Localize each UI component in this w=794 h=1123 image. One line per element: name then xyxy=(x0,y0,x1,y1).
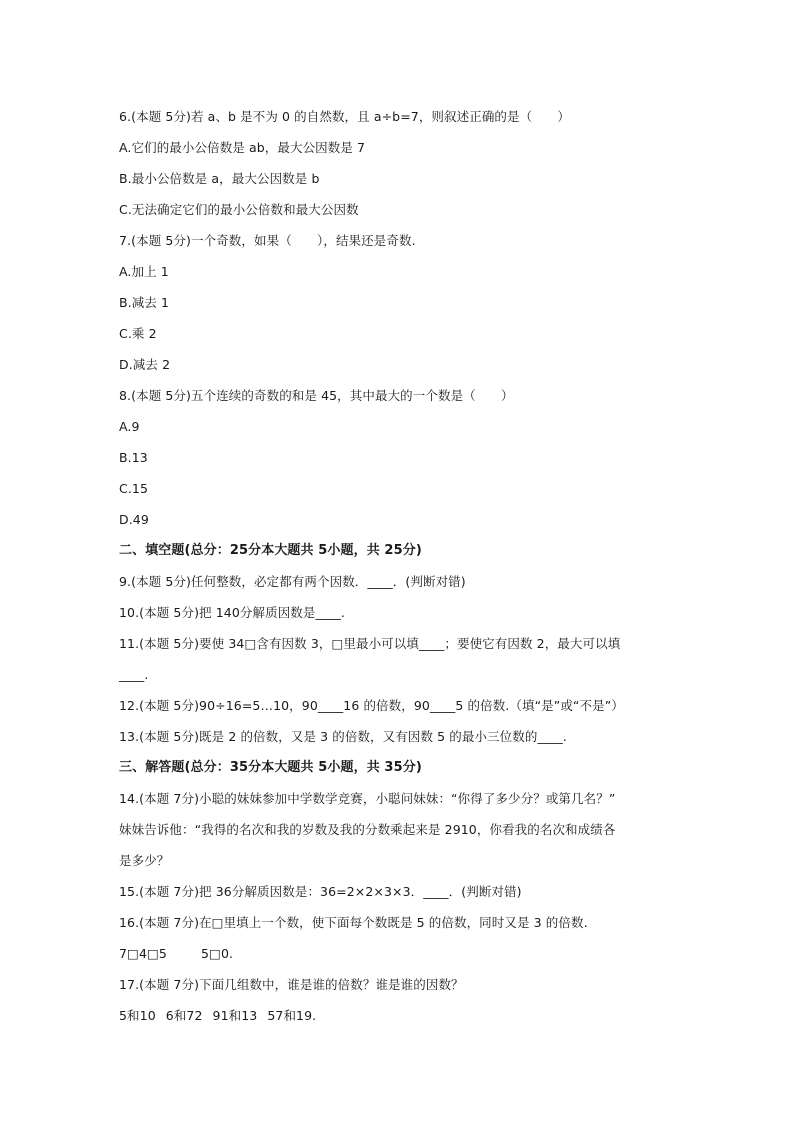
q16-item-1: 7□4□5 xyxy=(119,946,167,961)
q12: 12.(本题 5分)90÷16=5…10，90____16 的倍数，90____5 的倍数.（填“是”或“不是”） xyxy=(119,698,624,713)
q7-option-b: B.减去 1 xyxy=(119,295,170,310)
q8-stem: 8.(本题 5分)五个连续的奇数的和是 45，其中最大的一个数是（ ） xyxy=(119,388,514,403)
q17-item-2: 6和72 xyxy=(165,1008,203,1023)
q6-option-c: C.无法确定它们的最小公倍数和最大公因数 xyxy=(119,202,359,217)
q13: 13.(本题 5分)既是 2 的倍数，又是 3 的倍数，又有因数 5 的最小三位数的____. xyxy=(119,729,567,744)
q8-option-d: D.49 xyxy=(119,512,149,527)
q11-line2: ____. xyxy=(119,667,149,682)
q17-item-4: 57和19. xyxy=(267,1008,317,1023)
q9: 9.(本题 5分)任何整数，必定都有两个因数．____．(判断对错) xyxy=(119,574,466,589)
q17-item-1: 5和10 xyxy=(119,1008,156,1023)
q10: 10.(本题 5分)把 140分解质因数是____. xyxy=(119,605,345,620)
q17-stem: 17.(本题 7分)下面几组数中，谁是谁的倍数？谁是谁的因数？ xyxy=(119,977,464,992)
q7-option-c: C.乘 2 xyxy=(119,326,157,341)
q15: 15.(本题 7分)把 36分解质因数是：36=2×2×3×3．____．(判断对错) xyxy=(119,884,522,899)
exam-page xyxy=(119,101,699,1031)
q8-option-a: A.9 xyxy=(119,419,140,434)
q7-option-d: D.减去 2 xyxy=(119,357,171,372)
q16-stem: 16.(本题 7分)在□里填上一个数，使下面每个数既是 5 的倍数，同时又是 3 的倍数. xyxy=(119,915,588,930)
q8-option-b: B.13 xyxy=(119,450,148,465)
q11-line1: 11.(本题 5分)要使 34□含有因数 3，□里最小可以填____；要使它有因数 2，最大可以填 xyxy=(119,636,621,651)
q17-item-3: 91和13 xyxy=(212,1008,258,1023)
q8-option-c: C.15 xyxy=(119,481,149,496)
q7-stem: 7.(本题 5分)一个奇数，如果（ ），结果还是奇数. xyxy=(119,233,416,248)
section-answer-heading: 三、解答题(总分：35分本大题共 5小题，共 35分) xyxy=(119,760,422,775)
q7-option-a: A.加上 1 xyxy=(119,264,169,279)
q16-item-2: 5□0. xyxy=(200,946,234,961)
q16-items xyxy=(119,938,699,969)
q14-line2: 妹妹告诉他：“我得的名次和我的岁数及我的分数乘起来是 2910，你看我的名次和成绩各 xyxy=(119,822,616,837)
q6-option-a: A.它们的最小公倍数是 ab，最大公因数是 7 xyxy=(119,140,366,155)
q17-items xyxy=(119,1000,699,1031)
q14-line3: 是多少？ xyxy=(119,853,170,868)
q6-option-b: B.最小公倍数是 a，最大公因数是 b xyxy=(119,171,320,186)
q14-line1: 14.(本题 7分)小聪的妹妹参加中学数学竞赛，小聪问妹妹：“你得了多少分？或第几名？” xyxy=(119,791,616,806)
q6-stem: 6.(本题 5分)若 a、b 是不为 0 的自然数，且 a÷b=7，则叙述正确的是（ ） xyxy=(119,109,571,124)
section-fill-in-heading: 二、填空题(总分：25分本大题共 5小题，共 25分) xyxy=(119,543,422,558)
